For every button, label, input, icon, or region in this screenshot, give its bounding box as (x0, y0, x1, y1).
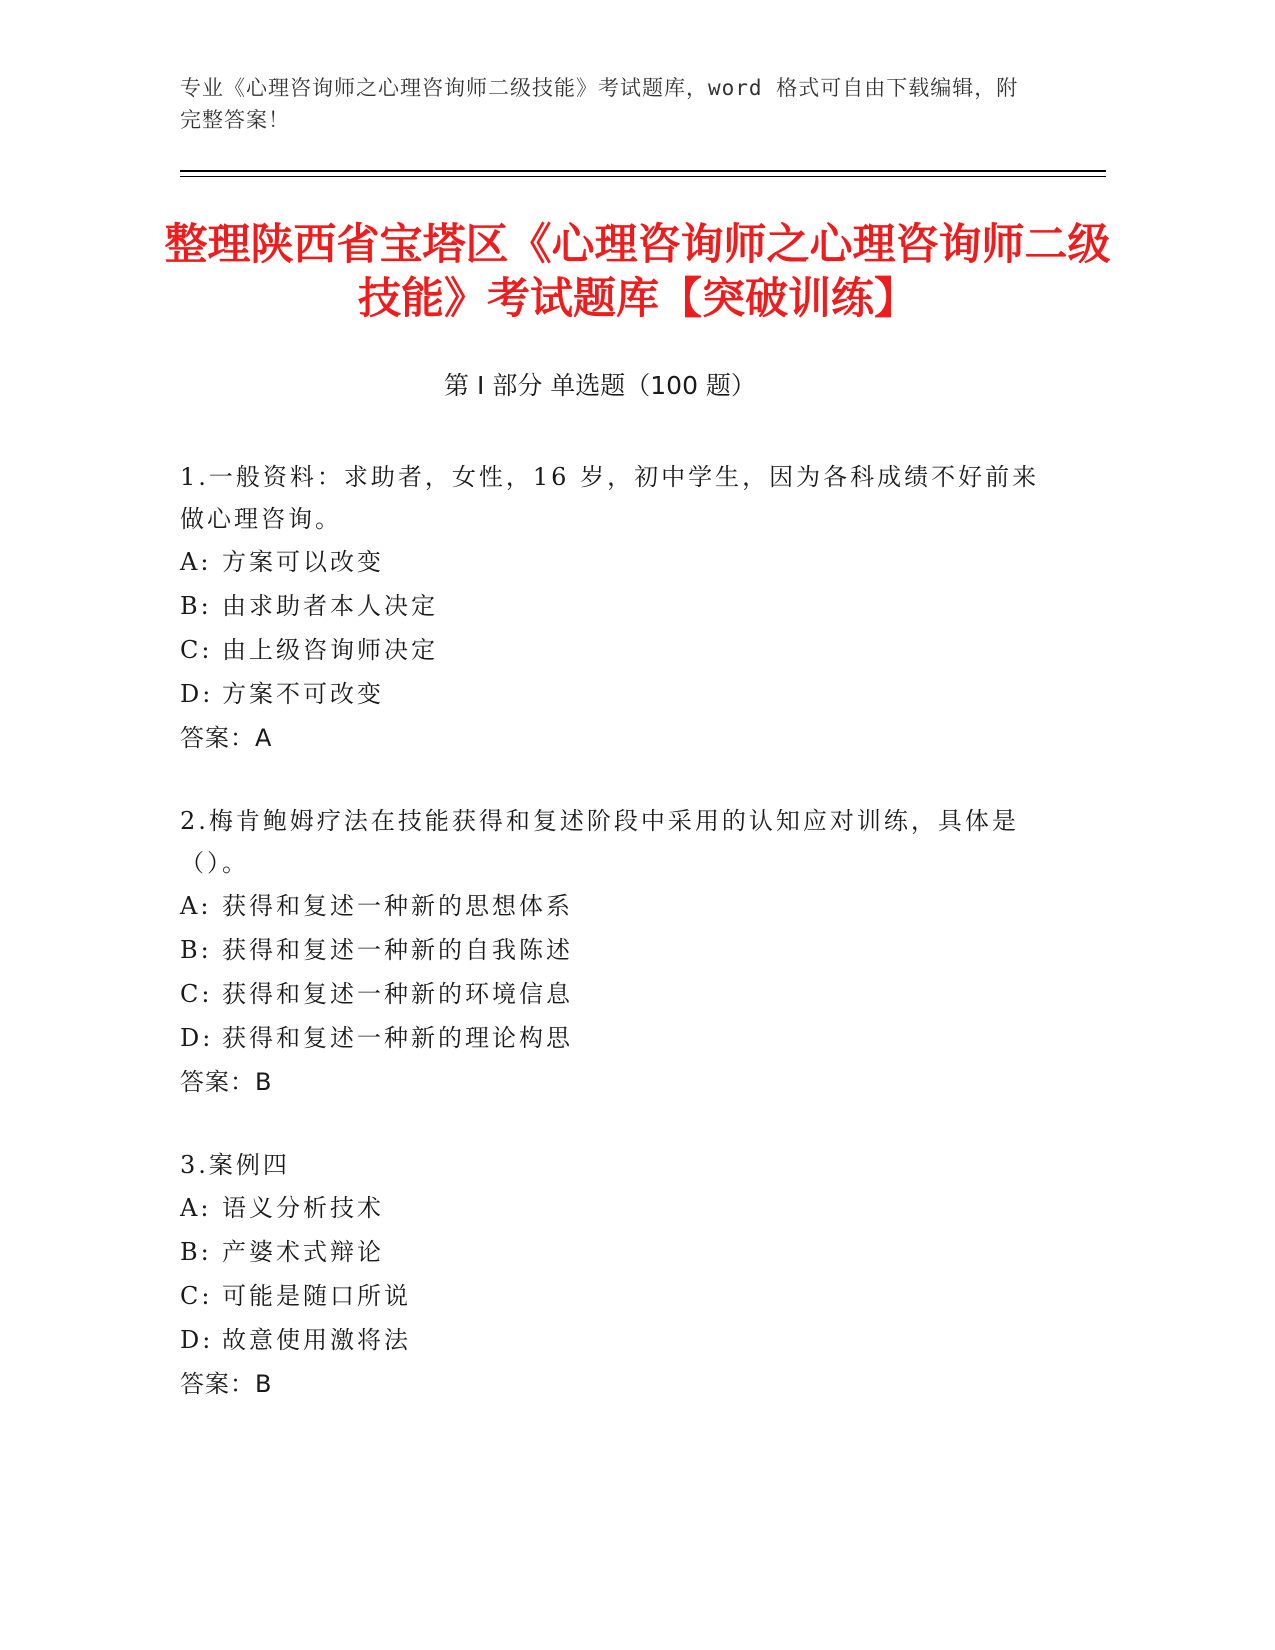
question-2 (180, 800, 1040, 1104)
question-1 (180, 456, 1040, 760)
answer-line: 答案：B (180, 1370, 273, 1398)
option-text: 获得和复述一种新的理论构思 (222, 1024, 573, 1052)
option-d (180, 1318, 1040, 1362)
option-text: 故意使用激将法 (222, 1326, 411, 1354)
option-letter: D: (180, 680, 214, 708)
option-text: 由上级咨询师决定 (222, 636, 438, 664)
question-list (180, 456, 1040, 1446)
option-text: 语义分析技术 (222, 1194, 384, 1222)
option-text: 可能是随口所说 (222, 1282, 411, 1310)
option-text: 产婆术式辩论 (222, 1238, 384, 1266)
option-text: 获得和复述一种新的思想体系 (222, 892, 573, 920)
option-text: 方案可以改变 (222, 548, 384, 576)
option-letter: A: (180, 548, 212, 576)
option-letter: A: (180, 1194, 212, 1222)
option-c (180, 1274, 1040, 1318)
question-stem: 1.一般资料：求助者，女性，16 岁，初中学生，因为各科成绩不好前来做心理咨询。 (180, 463, 1040, 533)
option-text: 方案不可改变 (222, 680, 384, 708)
option-b (180, 928, 1040, 972)
option-d (180, 1016, 1040, 1060)
option-a (180, 540, 1040, 584)
header-divider-thick (180, 170, 1106, 172)
header-divider-thin (180, 176, 1106, 177)
option-b (180, 584, 1040, 628)
document-title: 整理陕西省宝塔区《心理咨询师之心理咨询师二级技能》考试题库【突破训练】 (164, 220, 1111, 324)
option-text: 获得和复述一种新的自我陈述 (222, 936, 573, 964)
option-a (180, 884, 1040, 928)
answer-line: 答案：B (180, 1068, 273, 1096)
option-text: 获得和复述一种新的环境信息 (222, 980, 573, 1008)
option-letter: B: (180, 936, 212, 964)
question-stem: 3.案例四 (180, 1151, 290, 1179)
answer-line: 答案：A (180, 724, 273, 752)
option-letter: C: (180, 980, 213, 1008)
header-note: 专业《心理咨询师之心理咨询师二级技能》考试题库，word 格式可自由下载编辑，附完整答案！ (180, 76, 1019, 132)
option-a (180, 1186, 1040, 1230)
section-title: 第 I 部分 单选题（100 题） (444, 371, 756, 400)
option-c (180, 628, 1040, 672)
option-letter: B: (180, 1238, 212, 1266)
option-d (180, 672, 1040, 716)
option-letter: D: (180, 1326, 214, 1354)
option-letter: D: (180, 1024, 214, 1052)
option-c (180, 972, 1040, 1016)
option-letter: A: (180, 892, 212, 920)
option-letter: C: (180, 1282, 213, 1310)
option-letter: C: (180, 636, 213, 664)
question-3 (180, 1144, 1040, 1406)
question-stem: 2.梅肯鲍姆疗法在技能获得和复述阶段中采用的认知应对训练，具体是（）。 (180, 807, 1019, 877)
option-text: 由求助者本人决定 (222, 592, 438, 620)
option-b (180, 1230, 1040, 1274)
option-letter: B: (180, 592, 212, 620)
